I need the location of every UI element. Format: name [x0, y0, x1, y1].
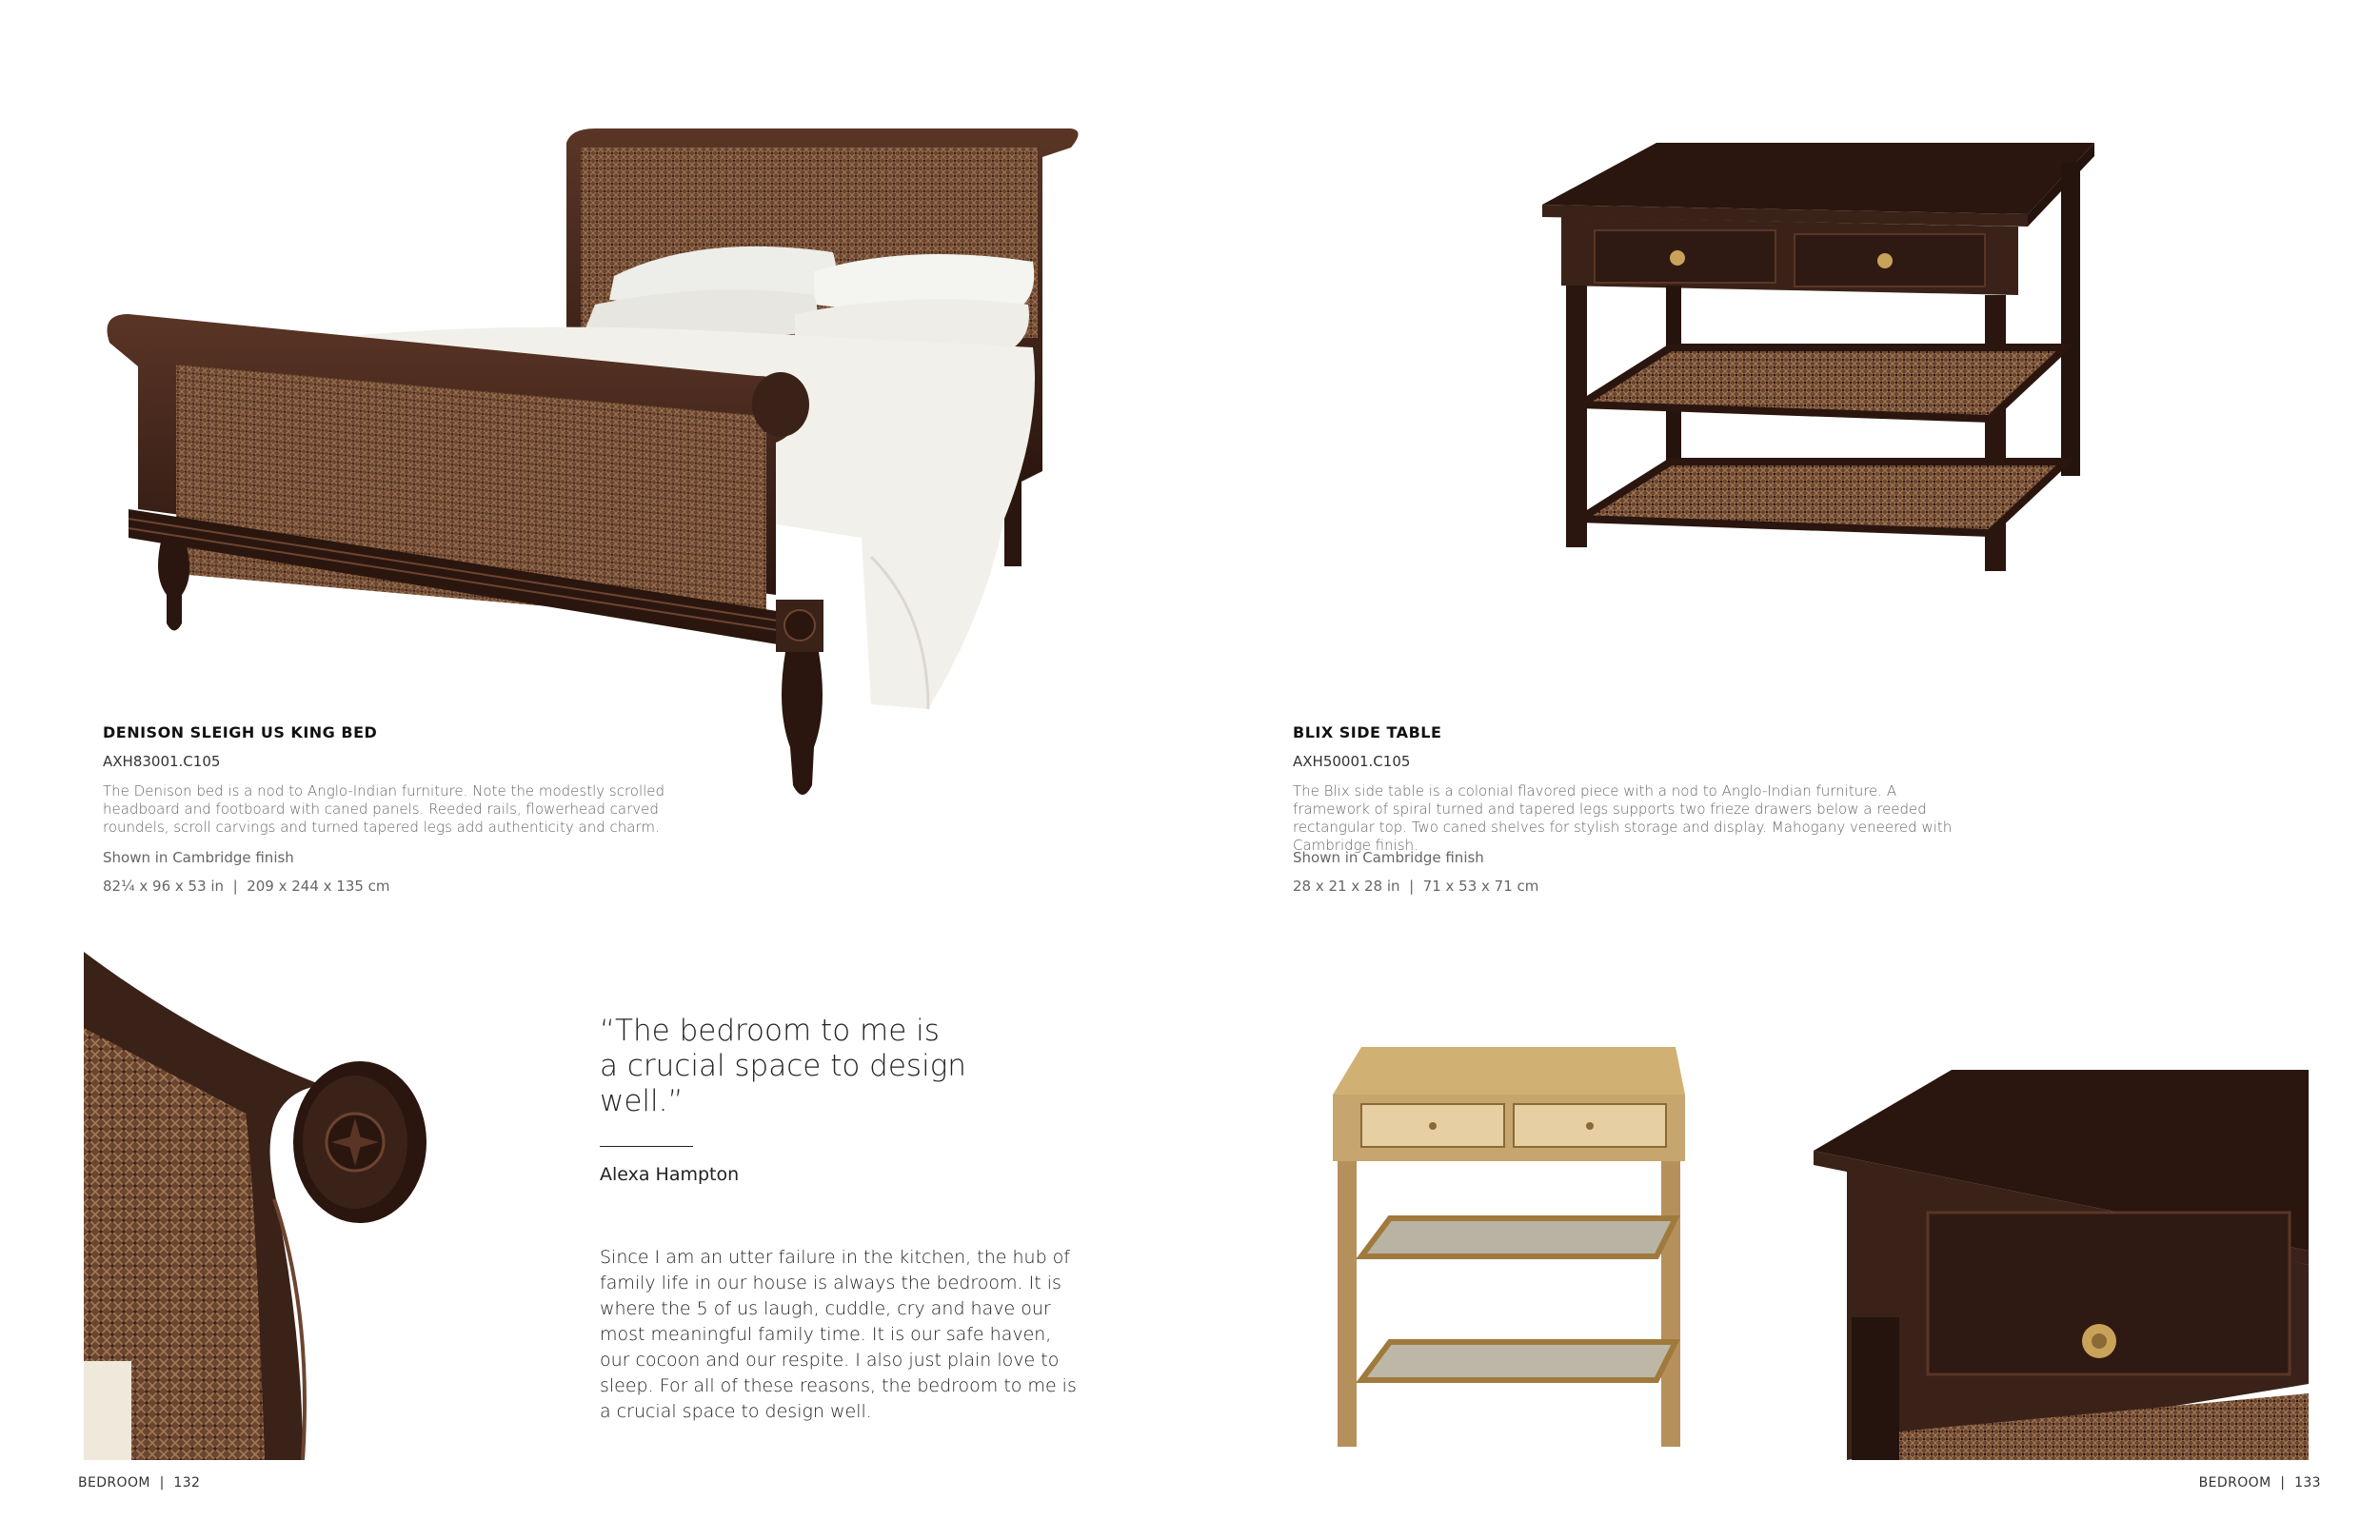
pull-quote-line: a crucial space to design	[600, 1049, 966, 1083]
product-finish: Shown in Cambridge finish	[103, 849, 294, 866]
watercolor-sketch	[1323, 1028, 1704, 1466]
product-title: BLIX SIDE TABLE	[1293, 723, 1442, 741]
product-description: The Blix side table is a colonial flavored piece with a nod to Anglo-Indian furniture. A framework of spiral turned and tapered legs supports two frieze drawers below a reeded rectangular top. Two caned shelves for stylish storage and display. Mahogany veneered with Cambridge finish.	[1293, 782, 1953, 854]
quote-body-line: our cocoon and our respite. I also just plain love to	[600, 1350, 1060, 1371]
table-detail-photo	[1814, 1070, 2309, 1460]
bed-detail-photo	[84, 952, 446, 1460]
quote-body-line: sleep. For all of these reasons, the bedroom to me is	[600, 1375, 1077, 1396]
page-footer-left: BEDROOM | 132	[78, 1475, 201, 1491]
right-page	[1190, 0, 2380, 1540]
page-footer-right: BEDROOM | 133	[2198, 1475, 2321, 1491]
product-code: AXH83001.C105	[103, 753, 221, 770]
quote-author: Alexa Hampton	[600, 1164, 740, 1185]
quote-body-line: family life in our house is always the bedroom. It is	[600, 1273, 1061, 1293]
quote-body-line: a crucial space to design well.	[600, 1401, 872, 1422]
quote-body	[600, 1245, 1095, 1425]
pull-quote-line: “The bedroom to me is	[600, 1014, 940, 1048]
product-title: DENISON SLEIGH US KING BED	[103, 723, 378, 741]
quote-body-line: Since I am an utter failure in the kitchen, the hub of	[600, 1247, 1070, 1268]
product-dimensions: 28 x 21 x 28 in | 71 x 53 x 71 cm	[1293, 878, 1539, 895]
sleigh-bed-photo	[90, 119, 1090, 814]
pull-quote	[600, 1014, 966, 1119]
quote-divider	[600, 1146, 693, 1147]
quote-body-line: where the 5 of us laugh, cuddle, cry and have our	[600, 1298, 1051, 1319]
side-table-photo	[1542, 143, 2351, 714]
quote-body-line: most meaningful family time. It is our safe haven,	[600, 1324, 1052, 1345]
product-finish: Shown in Cambridge finish	[1293, 849, 1484, 866]
product-description: The Denison bed is a nod to Anglo-Indian furniture. Note the modestly scrolled headboard and footboard with caned panels. Reeded rails, flowerhead carved roundels, scroll carvings and turned tapered legs add authenticity and charm.	[103, 782, 665, 836]
product-code: AXH50001.C105	[1293, 753, 1411, 770]
product-dimensions: 82¼ x 96 x 53 in | 209 x 244 x 135 cm	[103, 878, 390, 895]
pull-quote-line: well.”	[600, 1084, 684, 1118]
